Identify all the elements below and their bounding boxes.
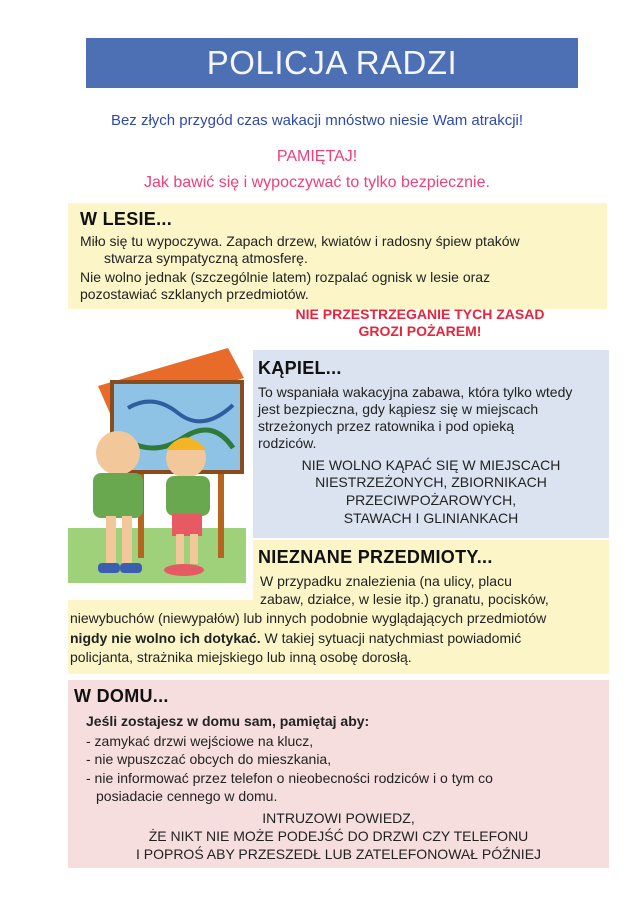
home-warning-2: ŻE NIKT NIE MOŻE PODEJŚĆ DO DRZWI CZY TELEFONU xyxy=(148,828,529,844)
children-map-illustration xyxy=(68,338,246,590)
items-line-1: W przypadku znalezienia (na ulicy, placu xyxy=(260,573,512,589)
forest-section xyxy=(68,203,607,309)
bath-warning-2: NIESTRZEŻONYCH, ZBIORNIKACH xyxy=(315,474,547,490)
forest-line-2: stwarza sympatyczną atmosferę. xyxy=(104,250,308,266)
home-warning-3: I POPROŚ ABY PRZESZEDŁ LUB ZATELEFONOWAŁ PÓŹNIEJ xyxy=(135,846,542,862)
subtitle: Bez złych przygód czas wakacji mnóstwo niesie Wam atrakcji! xyxy=(110,112,524,129)
items-after-bold: W takiej sytuacji natychmiast powiadomić xyxy=(260,630,522,646)
forest-line-3: Nie wolno jednak (szczególnie latem) rozpalać ognisk w lesie oraz xyxy=(80,269,491,285)
bath-warning-4: STAWACH I GLINIANKACH xyxy=(343,510,519,526)
bath-section xyxy=(253,350,609,538)
home-bullet-1: - zamykać drzwi wejściowe na klucz, xyxy=(86,733,314,749)
play-safe-line: Jak bawić się i wypoczywać to tylko bezpiecznie. xyxy=(144,174,490,191)
forest-warning-1: NIE PRZESTRZEGANIE TYCH ZASAD xyxy=(295,306,545,322)
illustration-svg xyxy=(68,338,246,590)
forest-line-1: Miło się tu wypoczywa. Zapach drzew, kwiatów i radosny śpiew ptaków xyxy=(80,233,520,249)
forest-heading: W LESIE... xyxy=(80,209,173,229)
home-warning-1: INTRUZOWI POWIEDZ, xyxy=(262,810,415,826)
home-bullet-3: - nie informować przez telefon o nieobecności rodziców i o tym co xyxy=(86,770,493,786)
bath-warning-1: NIE WOLNO KĄPAĆ SIĘ W MIEJSCACH xyxy=(301,457,561,473)
home-intro: Jeśli zostajesz w domu sam, pamiętaj aby: xyxy=(86,713,370,729)
remember-heading: PAMIĘTAJ! xyxy=(276,148,358,165)
home-bullet-2: - nie wpuszczać obcych do mieszkania, xyxy=(86,751,332,767)
home-heading: W DOMU... xyxy=(74,686,169,706)
items-heading: NIEZNANE PRZEDMIOTY... xyxy=(258,547,493,567)
bath-line-1: To wspaniała wakacyjna zabawa, która tylko wtedy xyxy=(258,384,573,400)
items-bold-text: nigdy nie wolno ich dotykać. xyxy=(70,630,261,646)
bath-heading: KĄPIEL... xyxy=(258,358,342,378)
bath-line-4: rodziców. xyxy=(258,435,317,451)
bath-line-2: jest bezpieczna, gdy kąpiesz się w miejscach xyxy=(258,401,539,417)
bath-warning-3: PRZECIWPOŻAROWYCH, xyxy=(345,492,517,508)
forest-warning-2: GROZI POŻAREM! xyxy=(358,323,482,339)
page-title: POLICJA RADZI xyxy=(86,38,578,88)
forest-line-4: pozostawiać szklanych przedmiotów. xyxy=(80,286,309,302)
home-section xyxy=(68,680,609,868)
items-line-2: zabaw, działce, w lesie itp.) granatu, pocisków, xyxy=(260,591,549,607)
bath-line-3: strzeżonych przez ratownika i pod opieką xyxy=(258,418,515,434)
home-bullet-4: posiadacie cennego w domu. xyxy=(96,788,278,804)
items-line-4 xyxy=(70,630,521,647)
items-line-3: niewybuchów (niewypałów) lub innych podobnie wyglądających przedmiotów xyxy=(70,610,547,626)
items-line-5: policjanta, strażnika miejskiego lub inną osobę dorosłą. xyxy=(70,649,412,665)
